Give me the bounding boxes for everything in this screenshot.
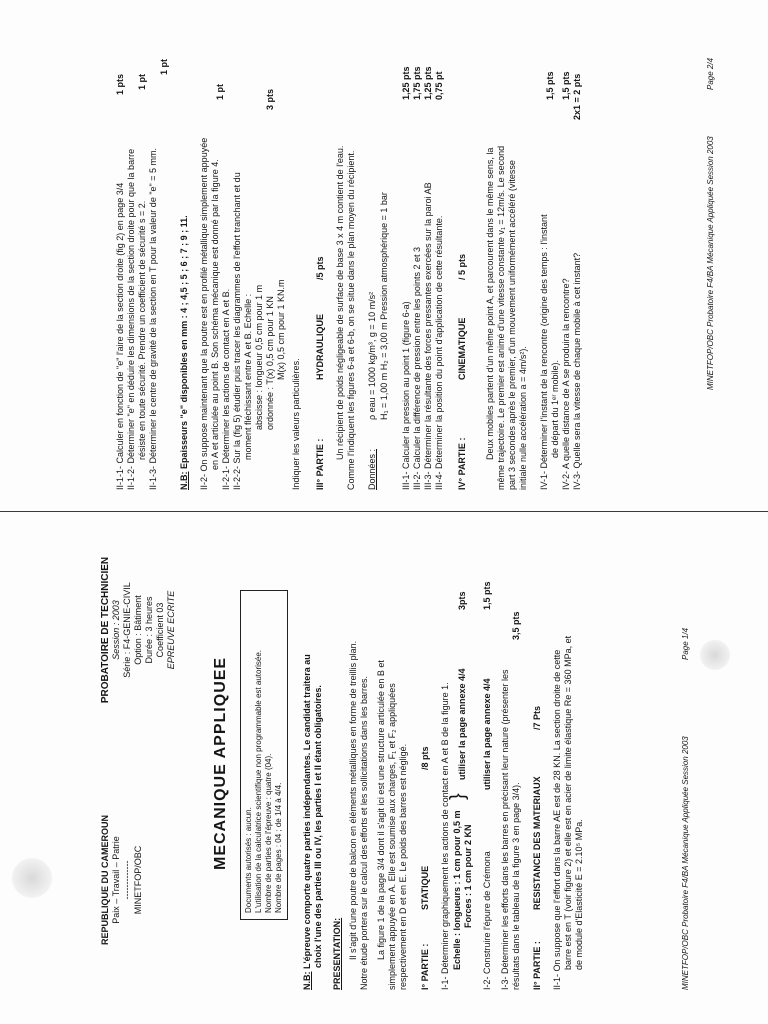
info-docs: Documents autorisés : aucun. <box>244 807 253 913</box>
question-3-2: III-2- Calculer la différence de pression entre les points 2 et 3 <box>412 247 422 490</box>
question-4-1-line-2: de départ du 1ᵉʳ mobile). <box>550 359 560 458</box>
page-fold-divider <box>0 511 768 512</box>
part-4-heading <box>457 50 468 490</box>
question-1-1-annex: utiliser la page annexe 4/4 <box>457 668 467 780</box>
page-1-number: Page 1/4 <box>681 627 690 660</box>
page-1-footer: MINETFOP/OBC Probatoire F4/BA Mécanique Appliquée Session 2003 <box>681 736 690 990</box>
question-2-2-line-2: en A et articulée au point B. Son schéma mécanique est donné par la figure 4. <box>210 159 220 470</box>
part-4-name: CINEMATIQUE <box>457 317 467 380</box>
question-2-2-2-points: 3 pts <box>265 88 275 110</box>
coefficient: Coefficient 03 <box>155 602 165 658</box>
question-2-2-2-note: Indiquer les valeurs particulières. <box>291 358 301 490</box>
question-4-3: IV-3- Quelle sera la vitesse de chaque mobile à cet instant? <box>572 252 582 490</box>
part-2-title: II° PARTIE : <box>532 941 542 990</box>
nb-text-1: L'épreuve comporte quatre parties indépendantes. Le candidat traitera au <box>302 654 312 969</box>
motto: Paix – Travail – Patrie <box>111 836 121 924</box>
question-4-2: IV-2- A quelle distance de A se produira la rencontre? <box>561 278 571 490</box>
question-2-1-3: II-1-3- Déterminer le centre de gravité de la section en T pour la valeur de "e" = 5 mm. <box>148 148 158 490</box>
question-2-2-line-1: II-2- On suppose maintenant que la poutre est en profilé métallique simplement appuyée <box>199 137 209 490</box>
donnees-line-1: ρ eau = 1000 kg/m³, g = 10 m/s² <box>367 291 377 420</box>
question-2-1-line-2: barre est en T (voir figure 2) et elle est en acier de limite élastique Re = 360 MPa, et <box>563 635 573 970</box>
session: Session : 2003 <box>111 600 121 660</box>
page-1 <box>100 550 700 990</box>
question-2-2-2-abscissa: abscisse : longueur 0,5 cm pour 1 m <box>254 284 264 430</box>
republic-name: REPUBLIQUE DU CAMEROUN <box>100 815 110 946</box>
question-1-1-points: 3pts <box>457 591 467 610</box>
donnees-line-2: H₁ = 1,00 m H₂ = 3,00 m Pression atmosphérique = 1 bar <box>379 192 389 420</box>
question-1-1-scale-2: Forces : 1 cm pour 2 KN <box>463 824 473 928</box>
info-calculator: L'utilisation de la calculatrice scientifique non programmable est autorisée. <box>254 649 263 913</box>
part-4-intro-3: part 3 secondes après le premier, d'un mouvement uniformément accéléré (vitesse <box>507 160 517 490</box>
part-2-name: RESISTANCE DES MATERIAUX <box>532 776 542 910</box>
nb-thickness <box>179 50 190 490</box>
part-2-points: /7 Pts <box>532 705 542 730</box>
question-2-2-2-ordinate-t: ordonnée : T(x) 0,5 cm pour 1 KN <box>265 296 275 430</box>
exam-title: MECANIQUE APPLIQUEE <box>212 656 229 870</box>
part-1-title: I° PARTIE : <box>420 943 430 990</box>
question-2-1-line-1: II-1- On suppose que l'effort dans la barre AE est de 28 KN. La section droite de cette <box>552 649 562 990</box>
option: Option : Bâtiment <box>133 595 143 665</box>
presentation-line-5: respectivement en D et en E. Le poids des barres est négligé. <box>398 743 408 990</box>
question-4-1-points: 1,5 pts <box>545 71 555 100</box>
question-3-2-points: 1,75 pts <box>412 66 422 100</box>
scan-stain <box>700 640 730 670</box>
part-4-intro-2: même trajectoire. Le premier est animé d'une vitesse constante v₁ = 12m/s. Le second <box>496 145 506 490</box>
nb-label: N.B: <box>302 971 312 990</box>
question-2-2-2-ordinate-m: M(x) 0,5 cm pour 1 KN.m <box>276 279 286 380</box>
ministry: MINETFOP/OBC <box>133 845 143 915</box>
question-2-1-2-line-2: résiste en toute sécurité. Prendre un coefficient de sécurité s = 2. <box>137 200 147 460</box>
part-1-points: /8 pts <box>420 746 430 770</box>
part-3-heading <box>315 50 326 490</box>
nb-text-2: choix l'une des parties III ou IV, les parties I et II étant obligatoires. <box>313 685 323 968</box>
question-3-4-points: 0,75 pt <box>434 71 444 100</box>
page-2 <box>115 50 715 490</box>
info-parts: Nombre de parties de l'épreuve : quatre (04). <box>264 753 273 913</box>
question-1-2-annex: utiliser la page annexe 4/4 <box>482 678 492 790</box>
part-4-intro-4: initiale nulle accélération a = 4m/s²). <box>518 346 528 490</box>
presentation-line-2: Notre étude portera sur le calcul des efforts et les sollicitations dans les barres. <box>359 676 369 990</box>
question-1-2-points: 1,5 pts <box>482 581 492 610</box>
info-pages: Nombre de pages : 04 ; de 1/4 à 4/4. <box>274 782 283 913</box>
header-separator: ------------- <box>122 860 132 900</box>
question-1-2: I-2- Construire l'épure de Crémona <box>482 851 492 990</box>
question-1-1-scale-1: Echelle : longueurs : 1 cm pour 0,5 m <box>452 810 462 970</box>
question-3-1: III-1- Calculer la pression au point 1 (figure 6-a) <box>401 301 411 490</box>
question-2-2-1: II-2-1- Déterminer les actions de contact en A et B. <box>221 288 231 490</box>
presentation-line-3: La figure 1 de la page 3/4 dont il s'agit ici est une structure articulée en B et <box>376 660 386 960</box>
question-2-1-2-points: 1 pt <box>137 73 147 90</box>
donnees-label: Données : <box>367 448 377 490</box>
page-2-footer: MINETFOP/OBC Probatoire F4/BA Mécanique Appliquée Session 2003 <box>706 136 715 390</box>
header-right <box>100 530 177 730</box>
header-left <box>100 770 144 990</box>
question-1-3-points: 3,5 pts <box>511 611 521 640</box>
question-2-1-1: II-1-1- Calculer en fonction de "e" l'aire de la section droite (fig 2) en page 3/4 <box>115 182 125 490</box>
part-1-name: STATIQUE <box>420 865 430 910</box>
question-1-3-line-1: I-3- Déterminer les efforts dans les barres en précisant leur nature (présenter les <box>500 669 510 990</box>
part-4-title: IV° PARTIE : <box>457 437 467 490</box>
nb-line-1 <box>302 550 313 990</box>
part-3-points: /5 pts <box>315 256 325 280</box>
question-3-3-points: 1,25 pts <box>423 66 433 100</box>
part-4-intro-1: Deux mobiles partent d'un même point A, et parcourent dans le même sens, la <box>485 147 495 460</box>
question-2-2-2-line-2: moment fléchissant entre A et B. Echelle : <box>243 293 253 460</box>
question-2-2-1-points: 1 pt <box>215 83 225 100</box>
duration: Durée : 3 heures <box>144 596 154 664</box>
question-3-3: III-3- Déterminer la résultante des forces pressantes exercées sur la paroi AB <box>423 182 433 490</box>
serie: Série : F4-GENIE-CIVIL <box>122 582 132 678</box>
question-4-3-points: 2x1 = 2 pts <box>572 73 582 120</box>
epreuve: EPREUVE ECRITE <box>166 590 176 670</box>
question-1-3-line-2: résultats dans le tableau de la figure 3 en page 3/4). <box>511 782 521 990</box>
part-3-intro-2: Comme l'indiquent les figures 6-a et 6-b, on se situe dans le plan moyen du récipient. <box>346 150 356 490</box>
question-2-2-2-line-1: II-2-2- Sur la (fig 5) étudier puis tracer les diagrammes de l'effort tranchant et du <box>232 172 242 490</box>
scan-stain <box>12 858 52 898</box>
part-1-heading <box>420 550 431 990</box>
question-1-1: I-1- Déterminer graphiquement les actions de contact en A et B de la figure 1. <box>440 682 450 990</box>
presentation-line-1: Il s'agit d'une poutre de balcon en éléments métalliques en forme de treillis plan. <box>348 640 358 960</box>
question-2-1-2-line-1: II-1-2- Déterminer "e" en déduire les dimensions de la section droite pour que la barre <box>126 148 136 490</box>
page-2-number: Page 2/4 <box>706 57 715 90</box>
part-3-intro-1: Un récipient de poids négligeable de surface de base 3 x 4 m contient de l'eau. <box>335 145 345 460</box>
presentation-line-4: simplement appuyée en A. Elle est soumise aux charges, F₁ et F₂ appliquées <box>387 683 397 990</box>
question-3-4: III-4- Déterminer la position du point d'application de cette résultante. <box>434 215 444 490</box>
question-2-1-3-points: 1 pt <box>159 58 169 75</box>
info-box <box>240 590 288 920</box>
presentation-title: PRESENTATION: <box>332 917 342 990</box>
question-2-1-line-3: de module d'Elasticité E = 2.10⁵ MPa. <box>574 819 584 970</box>
data-heading <box>367 50 378 490</box>
question-2-1-1-points: 1 pts <box>115 73 125 95</box>
question-3-1-points: 1,25 pts <box>401 66 411 100</box>
part-3-name: HYDRAULIQUE <box>315 313 325 380</box>
brace-icon: } <box>447 793 469 800</box>
nb2-text: Epaisseurs "e" disponibles en mm : 4 ; 4,5 ; 5 ; 6 ; 7 ; 9 ; 11. <box>179 215 189 469</box>
nb2-label: N.B: <box>179 471 189 490</box>
exam-name: PROBATOIRE DE TECHNICIEN <box>100 556 111 704</box>
part-3-title: III° PARTIE : <box>315 438 325 490</box>
part-2-heading <box>532 550 543 990</box>
question-4-2-points: 1,5 pts <box>561 71 571 100</box>
part-4-points: / 5 pts <box>457 253 467 280</box>
question-4-1-line-1: IV-1- Déterminer l'instant de la rencontre (origine des temps : l'instant <box>539 214 549 490</box>
